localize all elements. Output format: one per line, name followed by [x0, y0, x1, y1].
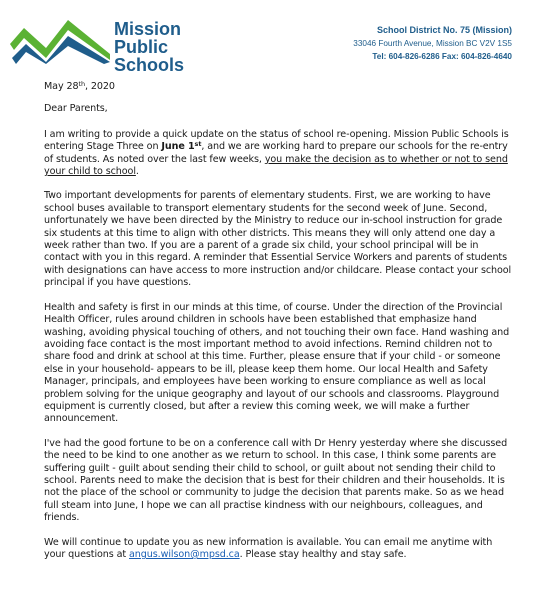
district-contact: Tel: 604-826-6286 Fax: 604-826-4640	[372, 52, 512, 61]
paragraph-elementary-developments: Two important developments for parents of elementary students. First, we are working to have school buses available to transport elementary students for the second week of June. Second, unfortunately we have been directed by the Ministry to reduce our in-school instruction for grade six students at this time to align with other districts. This means they will only attend one day a week rather than two. If you are a parent of a grade six child, your school principal will be in contact with you in this regard. A reminder that Essential Service Workers and parents of students with designations can have access to more instruction and/or childcare. Please contact your school principal if you have questions.	[44, 190, 512, 289]
letter-date: May 28th, 2020	[44, 80, 115, 92]
mission-public-schools-logo	[10, 14, 240, 75]
district-name: School District No. 75 (Mission)	[376, 25, 512, 35]
logo-line-1: Mission	[114, 19, 182, 39]
logo-line-2: Public Schools	[114, 37, 185, 75]
logo-mark-icon	[10, 14, 110, 64]
logo-text	[114, 20, 240, 74]
paragraph-health-and-safety: Health and safety is first in our minds at this time, of course. Under the direction of the Provincial Health Officer, rules around children in schools have been established that emphasize hand washing, avoiding physical touching of others, and not touching their own face. Hand washing and avoiding face contact is the most important method to avoid infections. Remind children not to share food and drink at school at this time. Further, please ensure that if your child - or someone else in your household- appears to be ill, please keep them home. Our local Health and Safety Manager, principals, and employees have been working to ensure compliance as well as local problem solving for the unique geography and layout of our schools and classrooms. Playground equipment is currently closed, but after a review this coming week, we will make a further announcement.	[44, 301, 510, 425]
district-address: 33046 Fourth Avenue, Mission BC V2V 1S5	[353, 39, 512, 48]
paragraph-reopening-update: I am writing to provide a quick update on the status of school re-opening. Mission Public Schools is entering Stage Three on June 1st, and we are working hard to prepare our schools for the re-entry of students. As noted over the last few weeks, you make the decision as to whether or not to send your child to school.	[44, 128, 509, 178]
letter-greeting: Dear Parents,	[44, 103, 108, 115]
paragraph-kindness: I've had the good fortune to be on a conference call with Dr Henry yesterday where she discussed the need to be kind to one another as we return to school. In this case, I think some parents are suffering guilt - guilt about sending their child to school, or guilt about not sending their child to school. Parents need to make the decision that is best for their children and their households. It is not the place of the school or community to judge the decision that parents make. So as we head full steam into June, I hope we can all practise kindness with our neighbours, colleagues, and friends.	[44, 437, 508, 524]
paragraph-closing: We will continue to update you as new information is available. You can email me anytime with your questions at angus.wilson@mpsd.ca. Please stay healthy and stay safe.	[44, 536, 493, 560]
letterhead-address-block	[353, 24, 512, 63]
letter-body	[44, 81, 512, 573]
email-link[interactable]: angus.wilson@mpsd.ca	[129, 549, 240, 560]
